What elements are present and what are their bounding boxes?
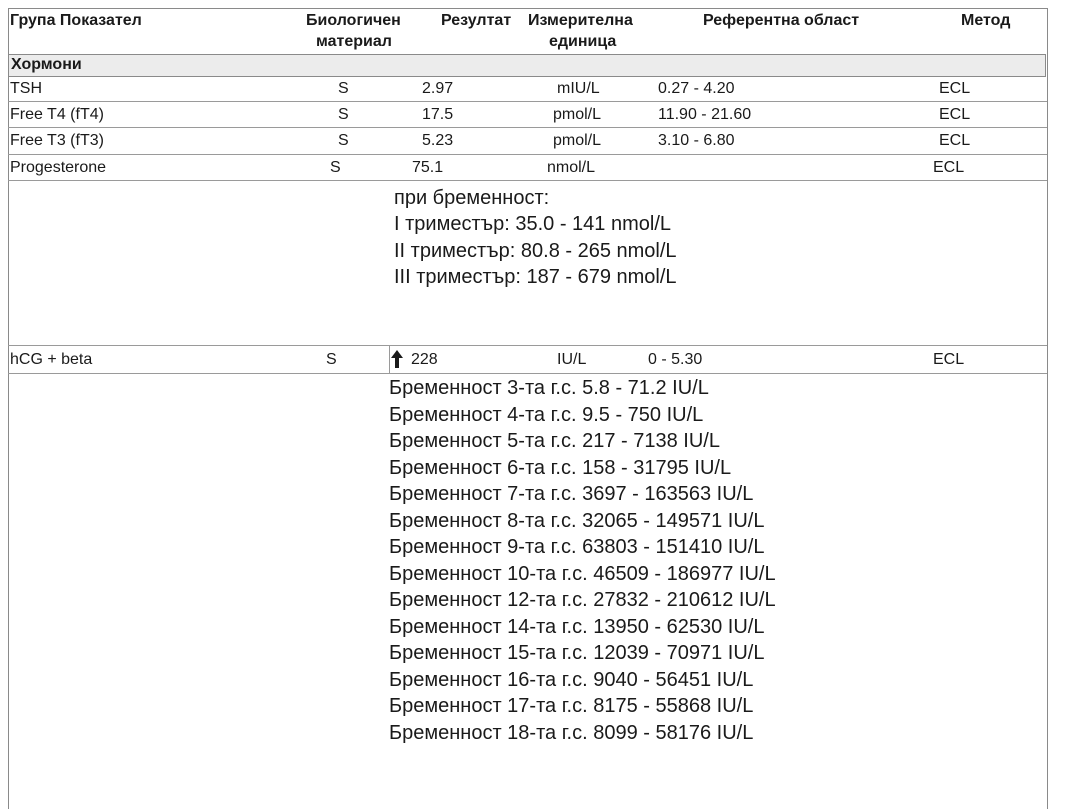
row-divider (8, 345, 1047, 346)
up-arrow-icon (390, 350, 404, 368)
row-result: 228 (411, 351, 438, 368)
note-line: Бременност 14-та г.с. 13950 - 62530 IU/L (389, 615, 765, 638)
row-name: Free T3 (fT3) (10, 132, 104, 149)
row-unit: nmol/L (547, 159, 596, 176)
header-reference: Референтна област (703, 12, 860, 29)
header-material-line1: Биологичен (306, 12, 401, 29)
row-material: S (326, 351, 337, 368)
header-material-line2: материал (316, 33, 392, 50)
row-reference: 3.10 - 6.80 (658, 132, 735, 149)
note-line: Бременност 17-та г.с. 8175 - 55868 IU/L (389, 695, 754, 717)
row-unit: pmol/L (553, 132, 602, 149)
row-result: 2.97 (422, 80, 454, 97)
header-group: Група Показател (10, 12, 142, 29)
note-line: при бременност: (394, 187, 550, 209)
row-divider (8, 373, 1047, 374)
row-method: ECL (933, 351, 965, 368)
row-divider (8, 101, 1047, 102)
note-line: Бременност 18-та г.с. 8099 - 58176 IU/L (389, 721, 754, 744)
header-unit-line1: Измерителна (528, 12, 633, 29)
row-unit: IU/L (557, 351, 587, 368)
note-line: Бременност 5-та г.с. 217 - 7138 IU/L (389, 430, 720, 452)
row-result: 17.5 (422, 106, 454, 123)
row-reference: 0.27 - 4.20 (658, 80, 735, 97)
note-line: Бременност 10-та г.с. 46509 - 186977 IU/L (389, 562, 776, 585)
row-method: ECL (933, 159, 965, 176)
row-result: 5.23 (422, 132, 454, 149)
row-name: Free T4 (fT4) (10, 106, 104, 123)
note-line: Бременност 7-та г.с. 3697 - 163563 IU/L (389, 483, 754, 505)
row-unit: pmol/L (553, 106, 602, 123)
row-unit: mIU/L (557, 80, 600, 97)
row-reference: 0 - 5.30 (648, 351, 703, 368)
note-line: I триместър: 35.0 - 141 nmol/L (394, 213, 671, 235)
row-method: ECL (939, 106, 971, 123)
group-label: Хормони (11, 56, 82, 73)
row-material: S (338, 80, 349, 97)
row-divider (8, 127, 1047, 128)
row-result: 75.1 (412, 159, 444, 176)
row-name: hCG + beta (10, 351, 93, 368)
note-line: Бременност 4-та г.с. 9.5 - 750 IU/L (389, 403, 704, 426)
note-line: Бременност 8-та г.с. 32065 - 149571 IU/L (389, 509, 765, 532)
note-line: Бременност 9-та г.с. 63803 - 151410 IU/L (389, 536, 765, 558)
note-line: Бременност 3-та г.с. 5.8 - 71.2 IU/L (389, 377, 709, 399)
header-result: Резултат (441, 12, 512, 29)
row-material: S (338, 106, 349, 123)
row-name: Progesterone (10, 159, 107, 176)
note-line: Бременност 12-та г.с. 27832 - 210612 IU/L (389, 589, 776, 611)
note-line: Бременност 16-та г.с. 9040 - 56451 IU/L (389, 668, 754, 691)
row-name: TSH (10, 80, 42, 97)
note-line: Бременност 6-та г.с. 158 - 31795 IU/L (389, 456, 732, 479)
row-material: S (338, 132, 349, 149)
row-divider (8, 180, 1047, 181)
hcg-notes (389, 375, 776, 746)
row-method: ECL (939, 80, 971, 97)
row-material: S (330, 159, 341, 176)
header-unit-line2: единица (549, 33, 617, 50)
note-line: II триместър: 80.8 - 265 nmol/L (394, 240, 677, 262)
header-method: Метод (961, 12, 1011, 29)
row-reference: 11.90 - 21.60 (658, 106, 752, 123)
row-method: ECL (939, 132, 971, 149)
group-row (8, 54, 1046, 77)
note-line: Бременност 15-та г.с. 12039 - 70971 IU/L (389, 642, 765, 664)
note-line: III триместър: 187 - 679 nmol/L (394, 266, 677, 288)
row-divider (8, 154, 1047, 155)
